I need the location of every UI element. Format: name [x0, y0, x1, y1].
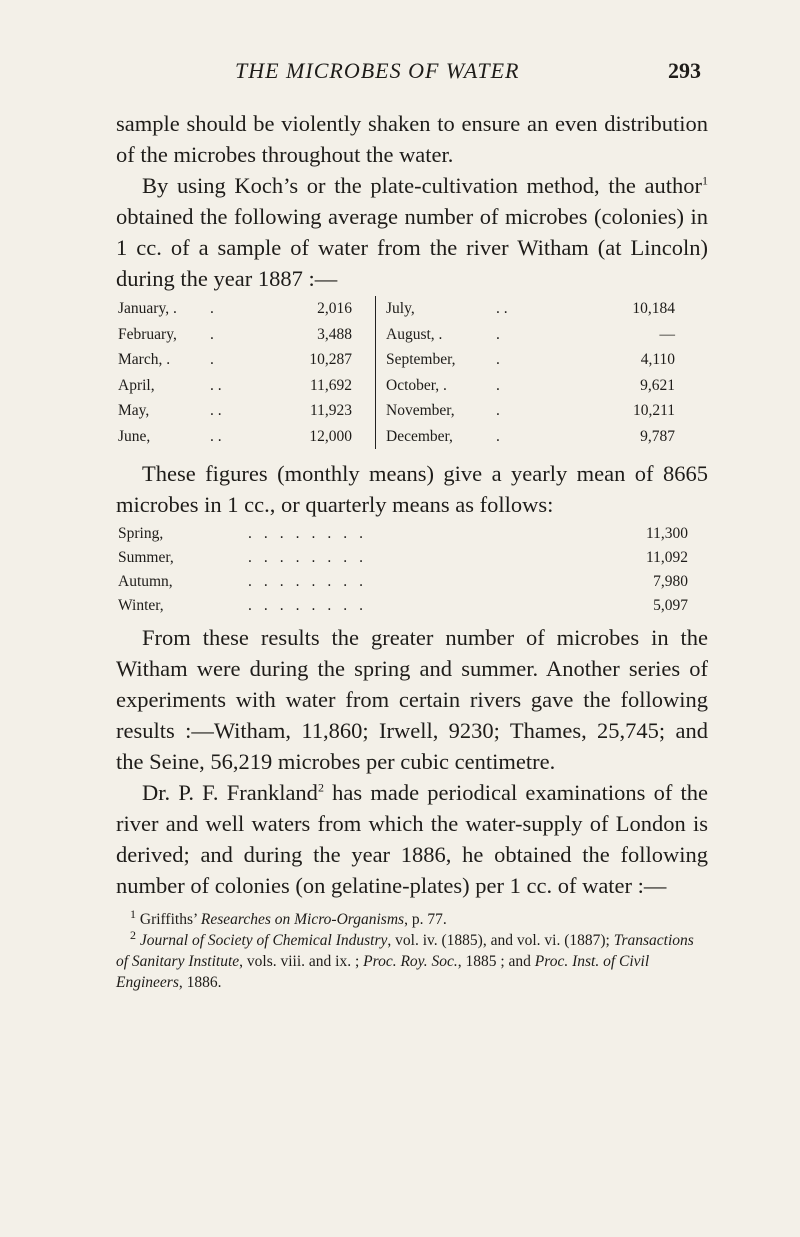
footnote-2	[116, 927, 708, 993]
month-label: November,	[386, 402, 455, 419]
table-row	[118, 347, 366, 373]
leader-dots: ........	[248, 549, 375, 566]
month-value: 10,211	[632, 402, 675, 419]
season-label: Summer,	[118, 549, 174, 566]
leader-dots: .	[496, 427, 500, 445]
month-label: March, .	[118, 351, 171, 368]
paragraph-2	[116, 170, 708, 294]
paragraph-5-text-a: Dr. P. F. Frankland	[142, 780, 318, 805]
running-title: THE MICROBES OF WATER	[235, 58, 520, 83]
month-label: August, .	[386, 325, 443, 343]
leader-dots: .	[496, 325, 500, 343]
table-row	[386, 347, 675, 373]
month-value: 9,621	[640, 376, 675, 394]
monthly-column-right	[375, 296, 675, 449]
paragraph-2-text-b: obtained the following average number of microbes (colonies) in 1 cc. of a sample of water from the river Witham (at Lincoln) during the year 1887 :—	[116, 204, 708, 291]
page-header	[115, 58, 715, 88]
footnote-ref-1: 1	[702, 173, 708, 188]
table-row	[118, 522, 688, 546]
table-row	[118, 373, 366, 399]
month-label: September,	[386, 351, 456, 368]
paragraph-2-text-a: By using Koch’s or the plate-cultivation method, the author	[142, 173, 702, 198]
month-label: January, .	[118, 300, 177, 317]
month-value: 11,923	[309, 402, 352, 419]
season-value: 11,300	[645, 525, 688, 542]
month-value: 2,016	[317, 300, 352, 317]
leader-dots: .	[210, 300, 214, 317]
footnote-title: Transactions of Sanitary Institute	[116, 932, 694, 970]
month-value: 9,787	[640, 427, 675, 445]
table-row	[118, 322, 366, 348]
month-label: June,	[118, 427, 151, 445]
month-value: —	[659, 325, 675, 343]
paragraph-5	[116, 777, 708, 901]
table-row	[118, 424, 366, 450]
page-body	[116, 108, 708, 993]
table-row	[386, 373, 675, 399]
month-label: May,	[118, 402, 150, 419]
month-value: 10,287	[309, 351, 352, 368]
month-label: July,	[386, 300, 415, 317]
table-row	[386, 398, 675, 424]
footnote-text: , 1886.	[178, 974, 222, 991]
footnotes	[116, 906, 708, 993]
footnote-text: , vol. iv. (1885), and vol. vi. (1887);	[387, 932, 614, 949]
month-value: 3,488	[317, 325, 352, 343]
season-value: 11,092	[645, 549, 688, 566]
leader-dots: . .	[210, 427, 222, 445]
leader-dots: ........	[248, 525, 375, 542]
paragraph-4: From these results the greater number of microbes in the Witham were during the spring and summer. Another series of experiments with water from certain rivers gave the following results :—Witham, 11,860; Irwell, 9230; Thames, 25,745; and the Seine, 56,219 microbes per cubic centimetre.	[116, 625, 708, 774]
paragraph-1: sample should be violently shaken to ensure an even distribution of the microbes throughout the water.	[116, 111, 708, 167]
footnote-1	[116, 906, 708, 930]
page-number: 293	[668, 58, 701, 83]
footnote-title: Journal of Society of Chemical Industry	[139, 932, 388, 949]
footnote-ref-2: 2	[317, 780, 324, 795]
table-row	[118, 296, 366, 322]
month-value: 11,692	[309, 376, 352, 394]
footnote-text: , p. 77.	[404, 911, 447, 928]
month-label: December,	[386, 427, 453, 445]
month-label: February,	[118, 325, 177, 343]
footnote-text: Griffiths’	[136, 911, 201, 928]
leader-dots: . .	[210, 402, 222, 419]
footnote-title: Proc. Roy. Soc.	[363, 953, 458, 970]
seasonal-table	[118, 522, 688, 618]
monthly-column-left	[118, 296, 366, 449]
month-value: 12,000	[309, 427, 352, 445]
table-row	[118, 546, 688, 570]
paragraph-5-text-b: has made periodical examinations of the river and well waters from which the water-supply of London is derived; and during the year 1886, he obtained the following number of colonies (on gelatine-plates) per 1 cc. of water :—	[116, 780, 708, 898]
table-row	[386, 296, 675, 322]
season-value: 7,980	[653, 573, 688, 590]
month-value: 4,110	[640, 351, 675, 368]
table-row	[118, 398, 366, 424]
season-label: Winter,	[118, 597, 164, 614]
leader-dots: . .	[496, 300, 508, 317]
month-value: 10,184	[632, 300, 675, 317]
footnote-number: 2	[130, 927, 136, 942]
leader-dots: .	[496, 351, 500, 368]
footnote-text: , 1885 ; and	[457, 953, 535, 970]
month-label: April,	[118, 376, 155, 394]
leader-dots: .	[496, 402, 500, 419]
table-row	[118, 594, 688, 618]
leader-dots: ........	[248, 573, 375, 590]
leader-dots: .	[210, 325, 214, 343]
leader-dots: ........	[248, 597, 375, 614]
leader-dots: . .	[210, 376, 222, 394]
footnote-title: Researches on Micro-Organisms	[200, 911, 405, 928]
season-label: Autumn,	[118, 573, 173, 590]
month-label: October, .	[386, 376, 447, 394]
footnote-number: 1	[130, 906, 136, 921]
footnote-title: Proc. Inst. of Civil Engineers	[116, 953, 650, 991]
table-row	[118, 570, 688, 594]
paragraph-3: These figures (monthly means) give a yearly mean of 8665 microbes in 1 cc., or quarterly means as follows:	[116, 461, 708, 517]
table-row	[386, 322, 675, 348]
leader-dots: .	[496, 376, 500, 394]
footnote-text: , vols. viii. and ix. ;	[239, 953, 364, 970]
season-label: Spring,	[118, 525, 164, 542]
table-row	[386, 424, 675, 450]
leader-dots: .	[210, 351, 214, 368]
season-value: 5,097	[653, 597, 688, 614]
monthly-table	[118, 296, 673, 458]
